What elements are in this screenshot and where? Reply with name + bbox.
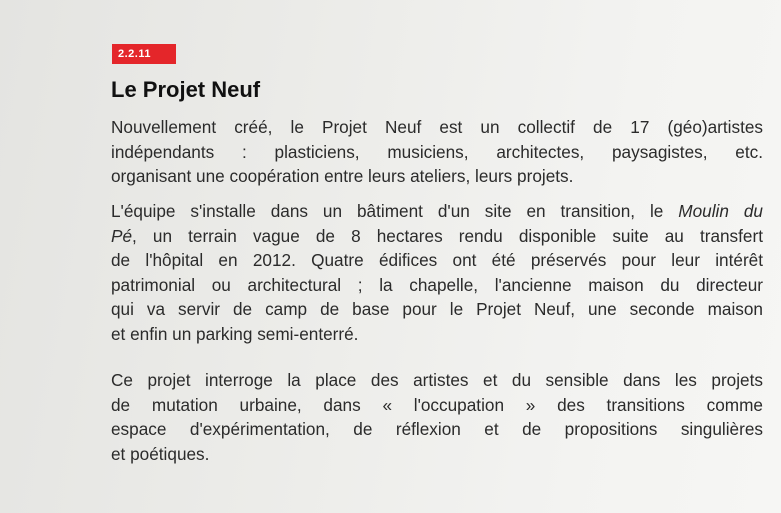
paragraph-line bbox=[111, 224, 763, 249]
paragraph-line: qui va servir de camp de base pour le Projet Neuf, une seconde maison bbox=[111, 299, 763, 319]
text-run: L'équipe s'installe dans un bâtiment d'un site en transition, le bbox=[111, 201, 679, 221]
text-run: , un terrain vague de 8 hectares rendu disponible suite au transfert bbox=[132, 225, 763, 246]
paragraph-2 bbox=[111, 199, 763, 346]
paragraph-line bbox=[111, 199, 763, 224]
paragraph-line: de l'hôpital en 2012. Quatre édifices ont été préservés pour leur intérêt bbox=[111, 250, 763, 270]
paragraph-line: espace d'expérimentation, de réflexion et de propositions singulières bbox=[111, 419, 763, 439]
italic-place-name: Pé bbox=[111, 225, 133, 246]
paragraph-line: patrimonial ou architectural ; la chapelle, l'ancienne maison du directeur bbox=[111, 274, 763, 295]
paragraph-3 bbox=[111, 368, 763, 466]
paragraph-line: et enfin un parking semi-enterré. bbox=[111, 323, 359, 344]
paragraph-line: Nouvellement créé, le Projet Neuf est un collectif de 17 (géo)artistes bbox=[111, 117, 763, 137]
paragraph-1 bbox=[111, 115, 763, 189]
paragraph-line: Ce projet interroge la place des artistes et du sensible dans les projets bbox=[111, 370, 763, 390]
section-number-badge: 2.2.11 bbox=[112, 44, 176, 64]
italic-place-name: Moulin du bbox=[678, 201, 763, 221]
page-title: Le Projet Neuf bbox=[111, 77, 261, 102]
paragraph-line: de mutation urbaine, dans « l'occupation » des transitions comme bbox=[111, 394, 763, 415]
paragraph-line: et poétiques. bbox=[111, 443, 210, 464]
paragraph-line: organisant une coopération entre leurs ateliers, leurs projets. bbox=[111, 166, 574, 186]
paragraph-line: indépendants : plasticiens, musiciens, architectes, paysagistes, etc. bbox=[111, 141, 763, 162]
